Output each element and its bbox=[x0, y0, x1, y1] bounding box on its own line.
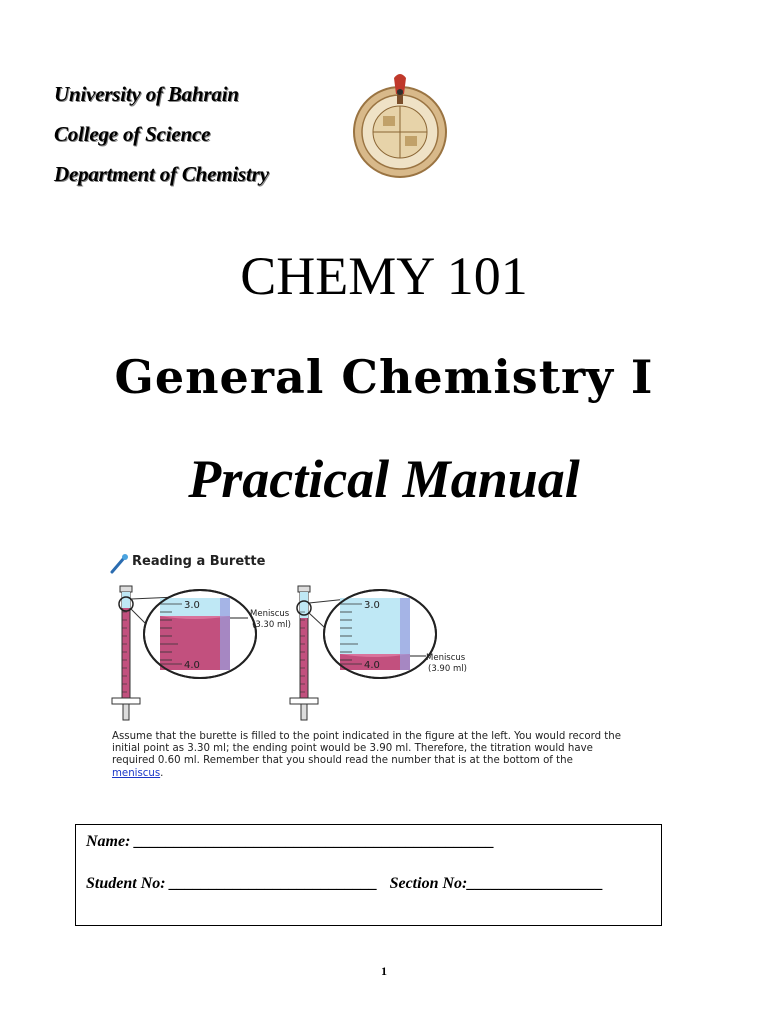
student-section-row bbox=[86, 875, 603, 893]
burette-figure bbox=[108, 550, 628, 790]
figure-title: Reading a Burette bbox=[132, 554, 266, 569]
department-name: Department of Chemistry bbox=[54, 162, 269, 186]
student-no-label: Student No: bbox=[86, 875, 166, 892]
university-seal-icon bbox=[350, 72, 452, 180]
page-number: 1 bbox=[381, 964, 387, 978]
student-no-field[interactable]: __________________________ bbox=[169, 875, 378, 892]
caption-end: . bbox=[160, 767, 164, 779]
name-label: Name: bbox=[86, 833, 131, 850]
left-top-mark: 3.0 bbox=[184, 600, 200, 611]
student-info-box bbox=[75, 824, 662, 926]
pipette-icon bbox=[112, 554, 128, 572]
right-top-mark: 3.0 bbox=[364, 600, 380, 611]
course-code: CHEMY 101 bbox=[240, 246, 528, 306]
institution-header bbox=[54, 74, 269, 194]
university-name: University of Bahrain bbox=[54, 82, 239, 106]
left-meniscus-label: Meniscus bbox=[250, 609, 290, 619]
figure-caption bbox=[112, 731, 627, 780]
college-name: College of Science bbox=[54, 122, 211, 146]
manual-title: Practical Manual bbox=[188, 449, 580, 509]
meniscus-link[interactable]: meniscus bbox=[112, 767, 161, 779]
course-title: General Chemistry I bbox=[114, 350, 654, 404]
name-field[interactable]: _____________________________________________ bbox=[134, 833, 495, 850]
right-bottom-mark: 4.0 bbox=[364, 660, 380, 671]
caption-text: Assume that the burette is filled to the point indicated in the figure at the left. You would record the initial point as 3.30 ml; the ending point would be 3.90 ml. Therefore, the titration would have required 0.60 ml. Remember that you should read the number that is at the bottom of the bbox=[112, 731, 622, 767]
left-meniscus-value: (3.30 ml) bbox=[252, 620, 291, 630]
right-meniscus-value: (3.90 ml) bbox=[428, 664, 467, 674]
right-burette bbox=[290, 586, 436, 720]
section-no-label: Section No: bbox=[389, 875, 468, 892]
left-bottom-mark: 4.0 bbox=[184, 660, 200, 671]
section-no-field[interactable]: _________________ bbox=[467, 875, 604, 892]
right-meniscus-label: Meniscus bbox=[426, 653, 466, 663]
name-row bbox=[86, 833, 494, 851]
burette-illustration bbox=[108, 550, 628, 730]
